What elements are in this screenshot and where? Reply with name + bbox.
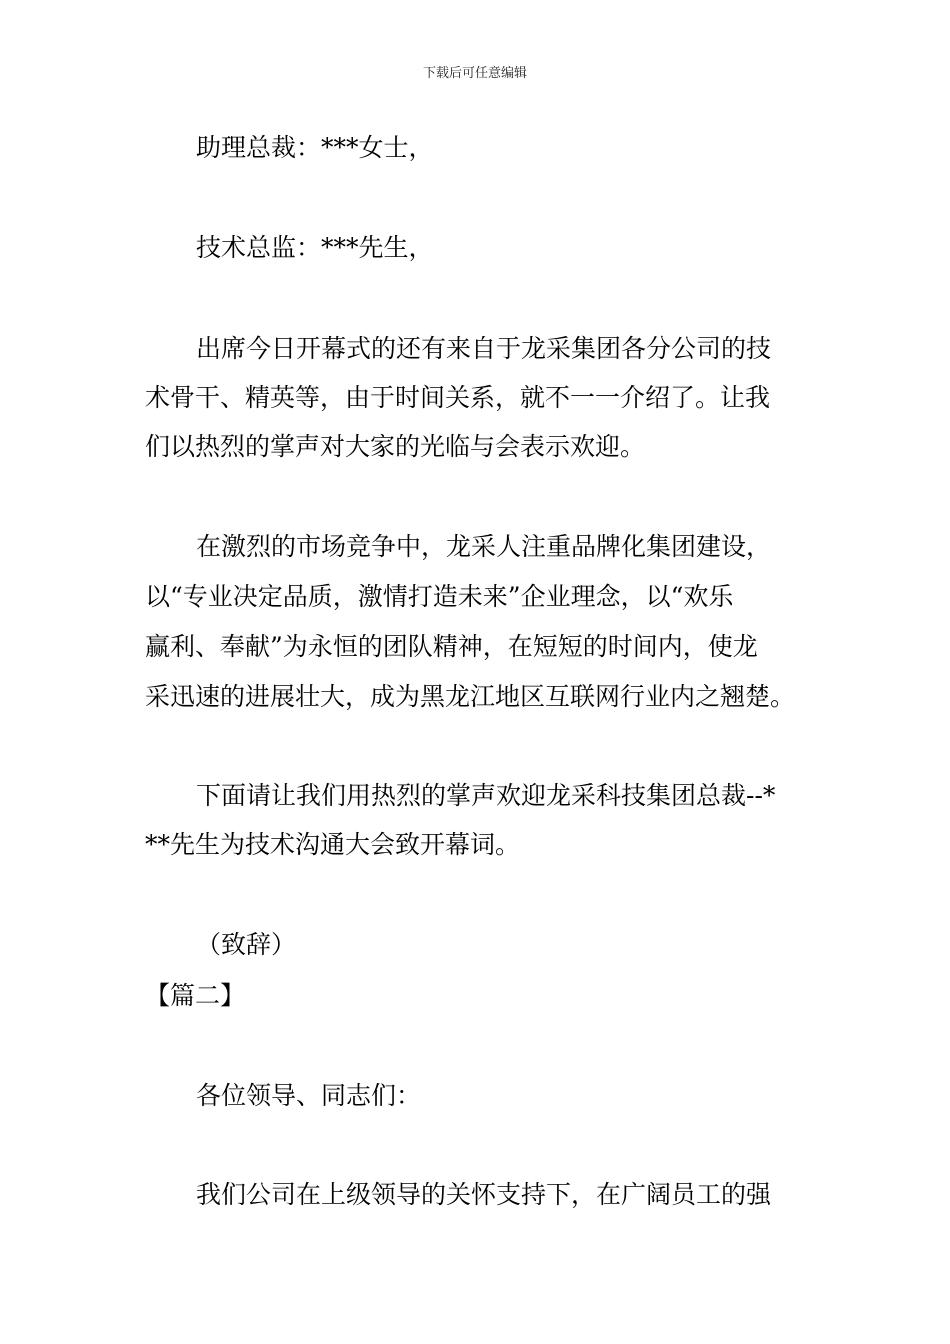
text-line: 助理总裁：***女士， — [196, 133, 434, 162]
text-line: 技术总监：***先生， — [196, 233, 434, 262]
text-line: 术骨干、精英等，由于时间关系，就不一一介绍了。让我 — [145, 383, 771, 412]
section-heading: 【篇二】 — [145, 981, 246, 1010]
text-line: 我们公司在上级领导的关怀支持下，在广阔员工的强 — [196, 1180, 772, 1209]
text-line: 在激烈的市场竞争中，龙采人注重品牌化集团建设， — [196, 532, 772, 561]
text-line: 出席今日开幕式的还有来自于龙采集团各分公司的技 — [196, 334, 772, 363]
text-line: 们以热烈的掌声对大家的光临与会表示欢迎。 — [145, 432, 646, 461]
text-line: （致辞） — [196, 930, 297, 959]
text-line: 各位领导、同志们： — [196, 1081, 422, 1110]
text-line: **先生为技术沟通大会致开幕词。 — [145, 830, 521, 859]
text-line: 赢利、奉献”为永恒的团队精神，在短短的时间内，使龙 — [145, 632, 758, 661]
header-note: 下载后可任意编辑 — [422, 66, 527, 81]
text-line: 采迅速的进展壮大，成为黑龙江地区互联网行业内之翘楚。 — [145, 682, 796, 711]
text-line: 下面请让我们用热烈的掌声欢迎龙采科技集团总裁--* — [196, 781, 776, 810]
text-line: 以“专业决定品质，激情打造未来”企业理念，以“欢乐 — [145, 582, 734, 611]
